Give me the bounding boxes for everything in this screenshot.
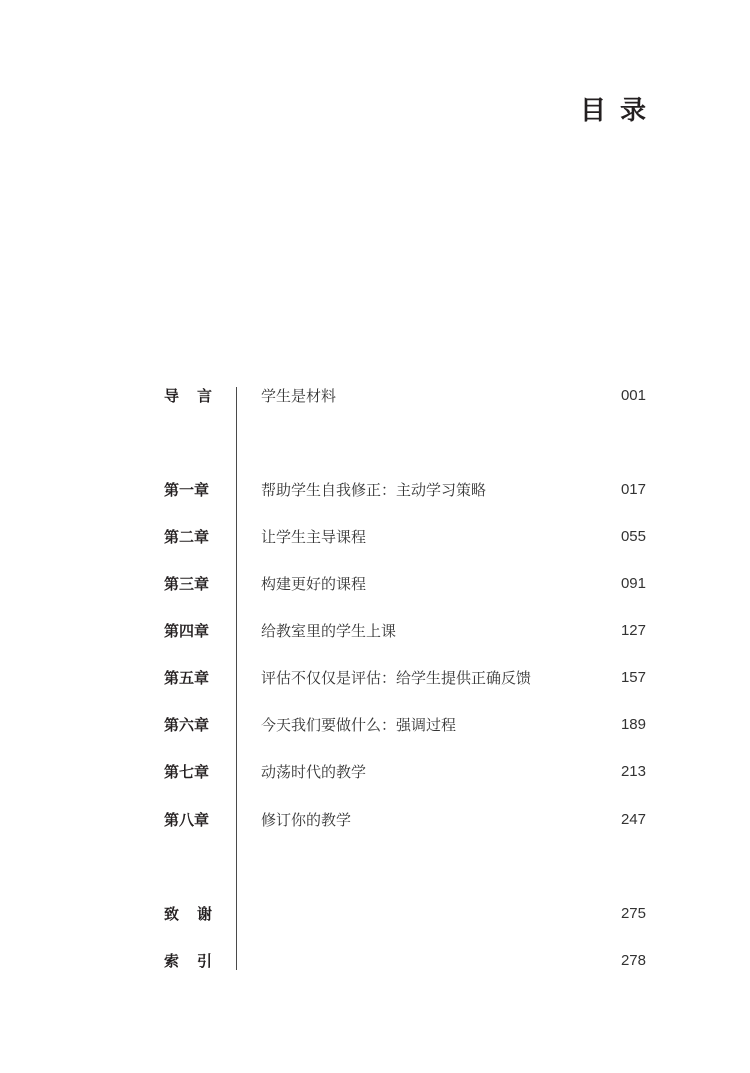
toc-label-char: 致	[164, 905, 180, 923]
toc-entry-page: 213	[620, 763, 646, 780]
toc-label-char: 引	[196, 952, 212, 970]
toc-entry-page: 017	[620, 481, 646, 498]
toc-entry-chapter-4[interactable]	[0, 619, 750, 643]
toc-entry-title: 今天我们要做什么：强调过程	[261, 716, 457, 734]
toc-entry-label: 第四章	[164, 622, 210, 640]
toc-entry-chapter-1[interactable]	[0, 478, 750, 502]
toc-entry-page: 127	[620, 622, 646, 639]
toc-label-char: 谢	[196, 905, 212, 923]
toc-entry-label: 第一章	[164, 481, 210, 499]
toc-label-char: 索	[164, 952, 180, 970]
toc-label-char: 导	[164, 387, 180, 405]
toc-entry-title: 让学生主导课程	[261, 528, 367, 546]
toc-entry-page: 189	[620, 716, 646, 733]
toc-entry-label: 第八章	[164, 811, 210, 829]
toc-entry-label	[164, 949, 212, 973]
toc-entry-chapter-2[interactable]	[0, 525, 750, 549]
toc-entry-title: 修订你的教学	[261, 811, 352, 829]
toc-entry-label: 第二章	[164, 528, 210, 546]
toc-entry-page: 001	[620, 387, 646, 404]
toc-entry-title: 给教室里的学生上课	[261, 622, 397, 640]
toc-entry-chapter-7[interactable]	[0, 760, 750, 784]
toc-entry-label	[164, 902, 212, 926]
toc-entry-title: 动荡时代的教学	[261, 763, 367, 781]
toc-entry-label	[164, 384, 212, 408]
toc-label-char: 言	[196, 387, 212, 405]
toc-entry-label: 第七章	[164, 763, 210, 781]
page-title: 目录	[579, 96, 660, 126]
toc-entry-chapter-3[interactable]	[0, 572, 750, 596]
toc-entry-introduction[interactable]	[0, 384, 750, 408]
toc-entry-label: 第六章	[164, 716, 210, 734]
toc-entry-page: 247	[620, 811, 646, 828]
toc-entry-label: 第五章	[164, 669, 210, 687]
toc-entry-index[interactable]	[0, 949, 750, 973]
toc-entry-chapter-8[interactable]	[0, 808, 750, 832]
toc-entry-page: 055	[620, 528, 646, 545]
toc-entry-page: 091	[620, 575, 646, 592]
toc-entry-chapter-5[interactable]	[0, 666, 750, 690]
toc-entry-title: 帮助学生自我修正：主动学习策略	[261, 481, 487, 499]
toc-entry-title: 构建更好的课程	[261, 575, 367, 593]
toc-entry-acknowledgements[interactable]	[0, 902, 750, 926]
toc-entry-page: 275	[620, 905, 646, 922]
toc-entry-page: 278	[620, 952, 646, 969]
toc-entry-title: 评估不仅仅是评估：给学生提供正确反馈	[261, 669, 532, 687]
toc-entry-label: 第三章	[164, 575, 210, 593]
toc-entry-chapter-6[interactable]	[0, 713, 750, 737]
toc-entry-title: 学生是材料	[261, 387, 337, 405]
toc-entry-page: 157	[620, 669, 646, 686]
